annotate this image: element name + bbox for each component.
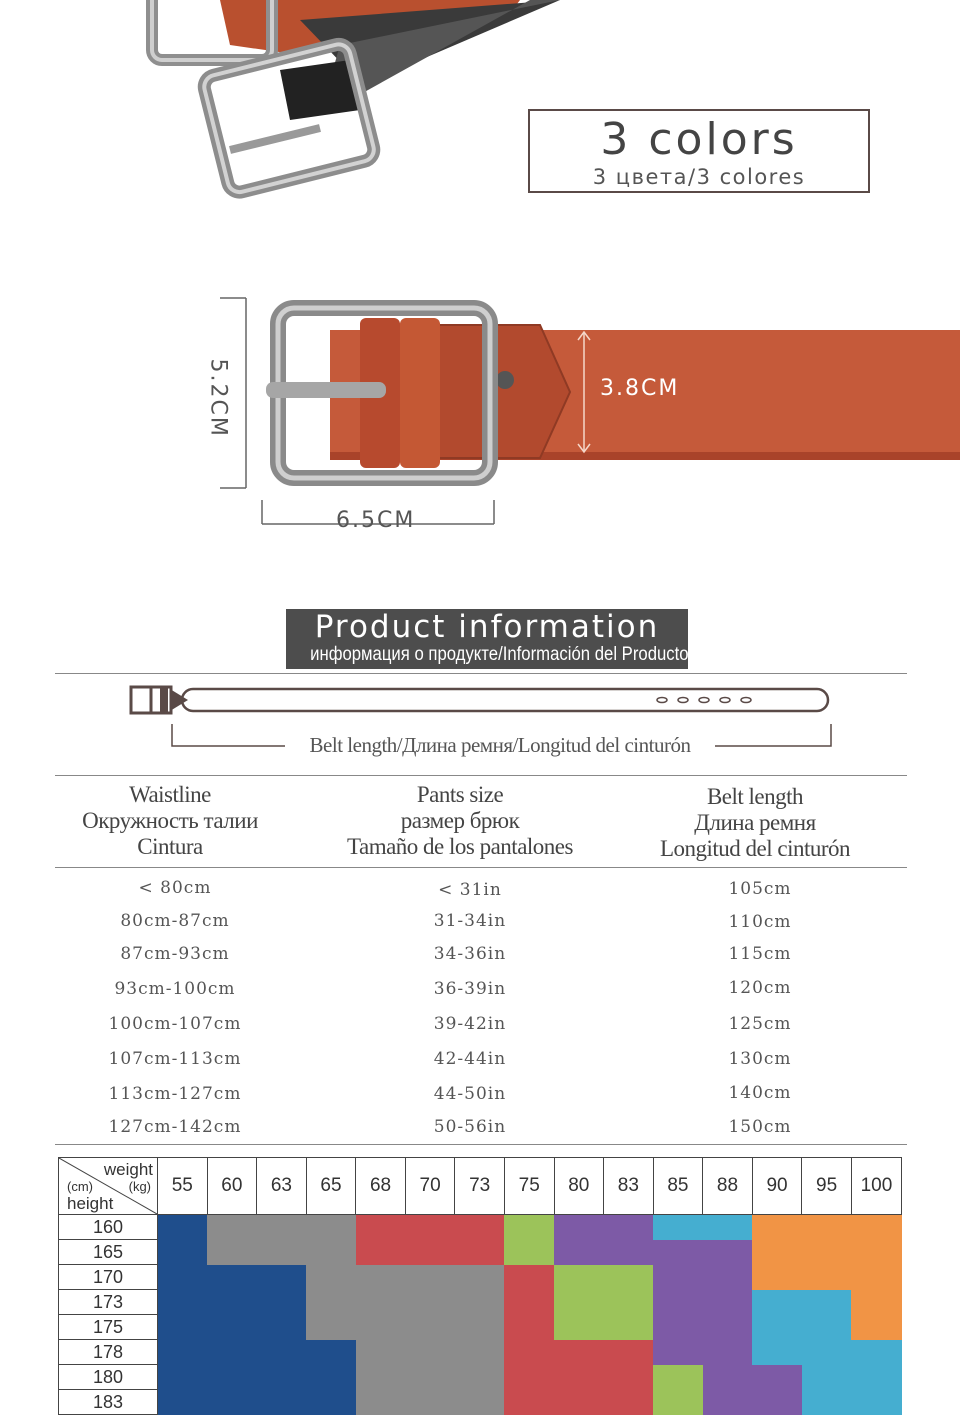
grid-cell — [851, 1265, 901, 1290]
grid-cell — [257, 1390, 307, 1415]
grid-cell — [752, 1290, 802, 1315]
weight-header: 73 — [455, 1158, 505, 1215]
table-row-belt: 140cm — [728, 1083, 792, 1103]
grid-cell — [405, 1240, 455, 1265]
table-row-belt: 125cm — [728, 1014, 792, 1034]
weight-header: 65 — [306, 1158, 356, 1215]
table-row-belt: 115cm — [728, 944, 792, 964]
grid-cell — [158, 1390, 208, 1415]
grid-cell — [653, 1240, 703, 1265]
grid-cell — [455, 1315, 505, 1340]
grid-cell — [802, 1215, 852, 1240]
weight-header: 75 — [504, 1158, 554, 1215]
grid-cell — [703, 1365, 753, 1390]
weight-header: 63 — [257, 1158, 307, 1215]
grid-cell — [504, 1365, 554, 1390]
header-pants-en: Pants size — [416, 782, 504, 807]
grid-cell — [752, 1365, 802, 1390]
corner-kg-label: (kg) — [128, 1179, 151, 1194]
grid-cell — [356, 1315, 406, 1340]
weight-header: 60 — [207, 1158, 257, 1215]
height-header: 170 — [59, 1265, 158, 1290]
grid-cell — [703, 1315, 753, 1340]
grid-cell — [356, 1390, 406, 1415]
product-info-banner — [286, 609, 688, 669]
table-row-waist: 113cm-127cm — [108, 1084, 242, 1104]
grid-cell — [257, 1240, 307, 1265]
grid-cell — [405, 1340, 455, 1365]
table-row-waist: 87cm-93cm — [120, 944, 230, 964]
header-pants-size — [310, 782, 610, 860]
height-header: 160 — [59, 1215, 158, 1240]
grid-cell — [604, 1365, 654, 1390]
grid-cell — [653, 1290, 703, 1315]
header-waist-en: Waistline — [129, 782, 211, 807]
grid-cell — [207, 1315, 257, 1340]
grid-cell — [802, 1390, 852, 1415]
weight-header: 80 — [554, 1158, 604, 1215]
grid-cell — [604, 1340, 654, 1365]
grid-cell — [504, 1240, 554, 1265]
table-row-waist: 93cm-100cm — [114, 979, 236, 999]
grid-cell — [802, 1340, 852, 1365]
weight-header: 55 — [158, 1158, 208, 1215]
weight-header: 70 — [405, 1158, 455, 1215]
grid-cell — [306, 1265, 356, 1290]
table-row-pants: 50-56in — [433, 1117, 507, 1137]
grid-cell — [405, 1315, 455, 1340]
table-row-belt: 105cm — [728, 879, 792, 899]
grid-cell — [306, 1240, 356, 1265]
weight-header: 68 — [356, 1158, 406, 1215]
grid-cell — [752, 1315, 802, 1340]
table-bottom-line — [55, 1144, 907, 1145]
grid-cell — [356, 1365, 406, 1390]
grid-cell — [455, 1265, 505, 1290]
weight-height-chart — [58, 1157, 902, 1415]
grid-cell — [554, 1290, 604, 1315]
grid-cell — [356, 1290, 406, 1315]
grid-cell — [356, 1265, 406, 1290]
table-row-pants: 34-36in — [433, 944, 507, 964]
table-row-waist: 107cm-113cm — [108, 1049, 242, 1069]
table-top-line — [55, 775, 907, 776]
table-row-waist: 100cm-107cm — [108, 1014, 242, 1034]
grid-cell — [752, 1390, 802, 1415]
table-row-belt: 110cm — [728, 912, 792, 932]
grid-cell — [802, 1240, 852, 1265]
divider-line — [55, 673, 907, 674]
grid-cell — [405, 1390, 455, 1415]
grid-cell — [207, 1340, 257, 1365]
table-row-belt: 120cm — [728, 978, 792, 998]
grid-cell — [851, 1215, 901, 1240]
grid-cell — [405, 1215, 455, 1240]
dimension-height-label: 5.2CM — [205, 358, 231, 438]
grid-cell — [851, 1365, 901, 1390]
grid-cell — [554, 1390, 604, 1415]
grid-cell — [504, 1265, 554, 1290]
grid-cell — [306, 1315, 356, 1340]
grid-cell — [653, 1265, 703, 1290]
grid-corner — [59, 1158, 158, 1215]
grid-cell — [207, 1215, 257, 1240]
grid-cell — [752, 1265, 802, 1290]
grid-cell — [455, 1365, 505, 1390]
grid-cell — [504, 1340, 554, 1365]
product-info-title: Product information — [314, 609, 660, 645]
grid-cell — [158, 1240, 208, 1265]
corner-weight-label: weight — [103, 1160, 153, 1179]
table-row-belt: 150cm — [728, 1117, 792, 1137]
grid-cell — [802, 1315, 852, 1340]
grid-cell — [851, 1390, 901, 1415]
corner-height-label: height — [67, 1194, 114, 1213]
grid-cell — [356, 1215, 406, 1240]
grid-cell — [306, 1365, 356, 1390]
grid-cell — [653, 1215, 703, 1240]
grid-cell — [851, 1340, 901, 1365]
header-belt-length — [620, 784, 890, 862]
table-row-pants: 44-50in — [433, 1084, 507, 1104]
header-waist-es: Cintura — [137, 834, 203, 859]
corner-cm-label: (cm) — [67, 1179, 93, 1194]
weight-header: 85 — [653, 1158, 703, 1215]
weight-height-grid — [58, 1157, 902, 1415]
grid-cell — [802, 1265, 852, 1290]
grid-cell — [158, 1265, 208, 1290]
product-info-subtitle: информация о продукте/Información del Producto — [310, 644, 689, 665]
grid-cell — [158, 1315, 208, 1340]
grid-cell — [257, 1340, 307, 1365]
grid-cell — [257, 1315, 307, 1340]
header-pants-es: Tamaño de los pantalones — [347, 834, 573, 859]
grid-cell — [504, 1315, 554, 1340]
header-waist-ru: Окружность талии — [82, 808, 258, 833]
grid-cell — [554, 1215, 604, 1240]
table-row-belt: 130cm — [728, 1049, 792, 1069]
grid-cell — [851, 1240, 901, 1265]
grid-cell — [703, 1265, 753, 1290]
grid-cell — [703, 1215, 753, 1240]
grid-cell — [455, 1215, 505, 1240]
grid-cell — [356, 1240, 406, 1265]
grid-cell — [604, 1265, 654, 1290]
grid-cell — [207, 1265, 257, 1290]
grid-cell — [257, 1290, 307, 1315]
grid-cell — [604, 1315, 654, 1340]
table-row-pants: 39-42in — [433, 1014, 507, 1034]
grid-cell — [653, 1315, 703, 1340]
grid-cell — [306, 1290, 356, 1315]
grid-cell — [504, 1390, 554, 1415]
height-header: 178 — [59, 1340, 158, 1365]
header-pants-ru: размер брюк — [400, 808, 520, 833]
header-waistline — [40, 782, 300, 860]
table-header-line — [55, 867, 907, 868]
grid-cell — [455, 1340, 505, 1365]
grid-cell — [703, 1390, 753, 1415]
grid-cell — [752, 1240, 802, 1265]
grid-cell — [554, 1365, 604, 1390]
grid-cell — [405, 1365, 455, 1390]
height-header: 173 — [59, 1290, 158, 1315]
grid-cell — [554, 1315, 604, 1340]
grid-cell — [455, 1240, 505, 1265]
belt-dimension-illustration — [0, 290, 960, 540]
weight-header: 90 — [752, 1158, 802, 1215]
grid-cell — [802, 1365, 852, 1390]
weight-header: 95 — [802, 1158, 852, 1215]
table-row-waist: 127cm-142cm — [108, 1117, 242, 1137]
table-row-pants: 36-39in — [433, 979, 507, 999]
grid-cell — [455, 1390, 505, 1415]
grid-cell — [703, 1240, 753, 1265]
grid-cell — [207, 1290, 257, 1315]
grid-cell — [802, 1290, 852, 1315]
weight-header: 88 — [703, 1158, 753, 1215]
weight-header: 100 — [851, 1158, 901, 1215]
grid-cell — [158, 1365, 208, 1390]
header-belt-ru: Длина ремня — [694, 810, 816, 835]
grid-cell — [554, 1265, 604, 1290]
colors-subtitle: 3 цвета/3 colores — [592, 165, 806, 189]
grid-cell — [653, 1390, 703, 1415]
grid-cell — [752, 1215, 802, 1240]
grid-cell — [504, 1215, 554, 1240]
grid-cell — [752, 1340, 802, 1365]
grid-cell — [455, 1290, 505, 1315]
grid-cell — [405, 1290, 455, 1315]
table-row-pants: 42-44in — [433, 1049, 507, 1069]
grid-cell — [306, 1215, 356, 1240]
table-row-pants: 31-34in — [433, 911, 507, 931]
grid-cell — [554, 1340, 604, 1365]
weight-header: 83 — [604, 1158, 654, 1215]
grid-cell — [257, 1265, 307, 1290]
grid-cell — [653, 1365, 703, 1390]
height-header: 165 — [59, 1240, 158, 1265]
grid-cell — [306, 1390, 356, 1415]
grid-cell — [851, 1315, 901, 1340]
grid-cell — [703, 1290, 753, 1315]
grid-cell — [207, 1365, 257, 1390]
grid-cell — [604, 1290, 654, 1315]
grid-cell — [653, 1340, 703, 1365]
grid-cell — [405, 1265, 455, 1290]
grid-cell — [604, 1240, 654, 1265]
table-row-pants: < 31in — [438, 880, 502, 900]
colors-box — [528, 109, 870, 193]
grid-cell — [604, 1215, 654, 1240]
grid-cell — [604, 1390, 654, 1415]
grid-cell — [554, 1240, 604, 1265]
grid-cell — [207, 1390, 257, 1415]
belt-length-label: Belt length/Длина ремня/Longitud del cinturón — [285, 733, 715, 758]
height-header: 180 — [59, 1365, 158, 1390]
colors-title: 3 colors — [600, 114, 798, 165]
grid-cell — [158, 1290, 208, 1315]
grid-cell — [257, 1215, 307, 1240]
table-row-waist: 80cm-87cm — [120, 911, 230, 931]
grid-cell — [207, 1240, 257, 1265]
grid-cell — [158, 1340, 208, 1365]
header-belt-es: Longitud del cinturón — [659, 836, 851, 861]
height-header: 183 — [59, 1390, 158, 1415]
grid-cell — [703, 1340, 753, 1365]
grid-cell — [257, 1365, 307, 1390]
grid-cell — [356, 1340, 406, 1365]
grid-cell — [158, 1215, 208, 1240]
grid-cell — [504, 1290, 554, 1315]
grid-cell — [306, 1340, 356, 1365]
grid-cell — [851, 1290, 901, 1315]
dimension-strap-width-label: 3.8CM — [600, 376, 680, 401]
dimension-width-label: 6.5CM — [336, 508, 416, 533]
height-header: 175 — [59, 1315, 158, 1340]
header-belt-en: Belt length — [706, 784, 804, 809]
table-row-waist: < 80cm — [138, 878, 212, 898]
